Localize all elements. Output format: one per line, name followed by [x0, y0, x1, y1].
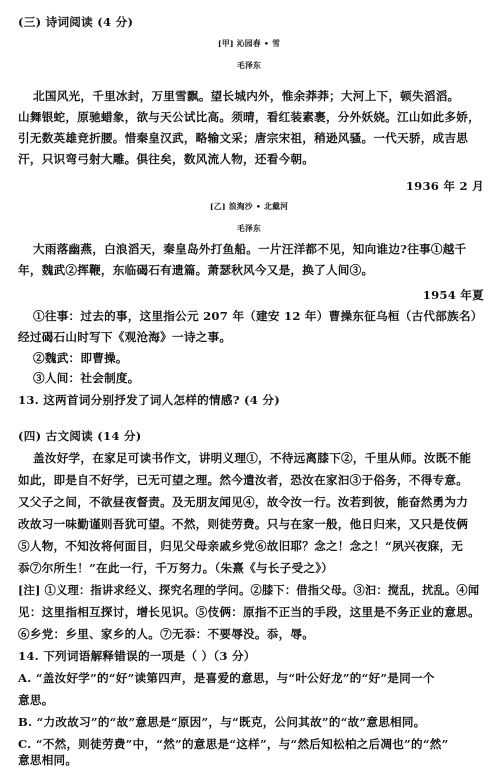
passage-line: 又父子之间，不欲昼夜督责。及无朋友闻见④，故令汝一行。汝若到彼，能奋然勇为力 — [18, 495, 469, 509]
poem-b-note: ①往事：过去的事，这里指公元 207 年（建安 12 年）曹操东征乌桓（古代部族名） — [33, 309, 483, 323]
section4-heading: (四) 古文阅读 (14 分) — [18, 429, 142, 443]
poem-a-author: 毛泽东 — [236, 61, 262, 70]
option-c: C. “不然，则徒劳费”中，“然”的意思是“这样”，与“然后知松柏之后凋也”的“然” — [18, 737, 449, 751]
poem-b-date: 1954 年夏 — [422, 288, 484, 302]
question-13: 13. 这两首词分别抒发了词人怎样的情感? (4 分) — [18, 393, 280, 407]
poem-a-title: [甲] 沁园春 • 雪 — [217, 39, 281, 48]
poem-b-line: 大雨落幽燕，白浪滔天，秦皇岛外打鱼船。一片汪洋都不见，知向谁边?往事①越千 — [33, 242, 467, 256]
poem-a-line: 山舞银蛇，原驰蜡象，欲与天公试比高。须晴，看红装素裹，分外妖娆。江山如此多娇， — [18, 110, 480, 124]
section3-heading: (三) 诗词阅读 (4 分) — [18, 15, 134, 29]
passage-line: 改故习一味勤谨则吾犹可望。不然，则徒劳费。只与在家一般，他日归来，又只是伎俩 — [18, 517, 469, 531]
passage-line: ⑤人物，不知汝将何面目，归见父母亲戚乡党⑥故旧耶？念之！念之！“夙兴夜寐，无 — [18, 539, 464, 553]
poem-a-line: 汗，只识弯弓射大雕。俱往矣，数风流人物，还看今朝。 — [18, 152, 315, 166]
question-14: 14. 下列词语解释错误的一项是（ ）（3 分） — [18, 649, 256, 663]
passage-line: 如此，即是自不好学，已无可望之理。然今遣汝者，恐汝在家汩③于俗务，不得专意。 — [18, 473, 469, 487]
poem-a-line: 引无数英雄竞折腰。惜秦皇汉武，略输文采；唐宗宋祖，稍逊风骚。一代天骄，成吉思 — [18, 131, 469, 145]
passage-note: [注] ①义理：指讲求经义、探究名理的学问。②膝下：借指父母。③汩：搅乱，扰乱。④闻 — [18, 583, 480, 597]
poem-b-author: 毛泽东 — [236, 224, 262, 233]
option-b: B. “力改故习”的“故”意思是“原因”，与“既克，公问其故”的“故”意思相同。 — [18, 715, 426, 729]
option-a-cont: 意思。 — [18, 693, 54, 707]
poem-a-date: 1936 年 2 月 — [405, 179, 484, 193]
poem-b-line: 年，魏武②挥鞭，东临碣石有遗篇。萧瑟秋风今又是，换了人间③。 — [18, 263, 374, 277]
poem-b-note: ②魏武：即曹操。 — [33, 351, 128, 365]
passage-note: ⑥乡党：乡里、家乡的人。⑦无忝：不要辱没。忝，辱。 — [18, 627, 315, 641]
option-c-cont: 意思相同。 — [18, 753, 78, 767]
passage-note: 见：这里指相互探讨，增长见识。⑤伎俩：原指不正当的手段，这里是不务正业的意思。 — [18, 605, 480, 619]
poem-b-title: [乙] 浪淘沙 • 北戴河 — [209, 202, 289, 211]
passage-line: 忝⑦尔所生！”在此一行，千万努力。（朱熹《与长子受之》） — [18, 561, 334, 575]
poem-b-note: ③人间：社会制度。 — [33, 371, 140, 385]
option-a: A. “盖汝好学”的“好”读第四声，是喜爱的意思，与“叶公好龙”的“好”是同一个 — [18, 671, 435, 685]
poem-a-line: 北国风光，千里冰封，万里雪飘。望长城内外，惟余莽莽；大河上下，顿失滔滔。 — [33, 89, 460, 103]
poem-b-note: 经过碣石山时写下《观沧海》一诗之事。 — [18, 330, 232, 344]
passage-line: 盖汝好学，在家足可读书作文，讲明义理①，不待远离膝下②，千里从师。汝既不能 — [33, 451, 472, 465]
